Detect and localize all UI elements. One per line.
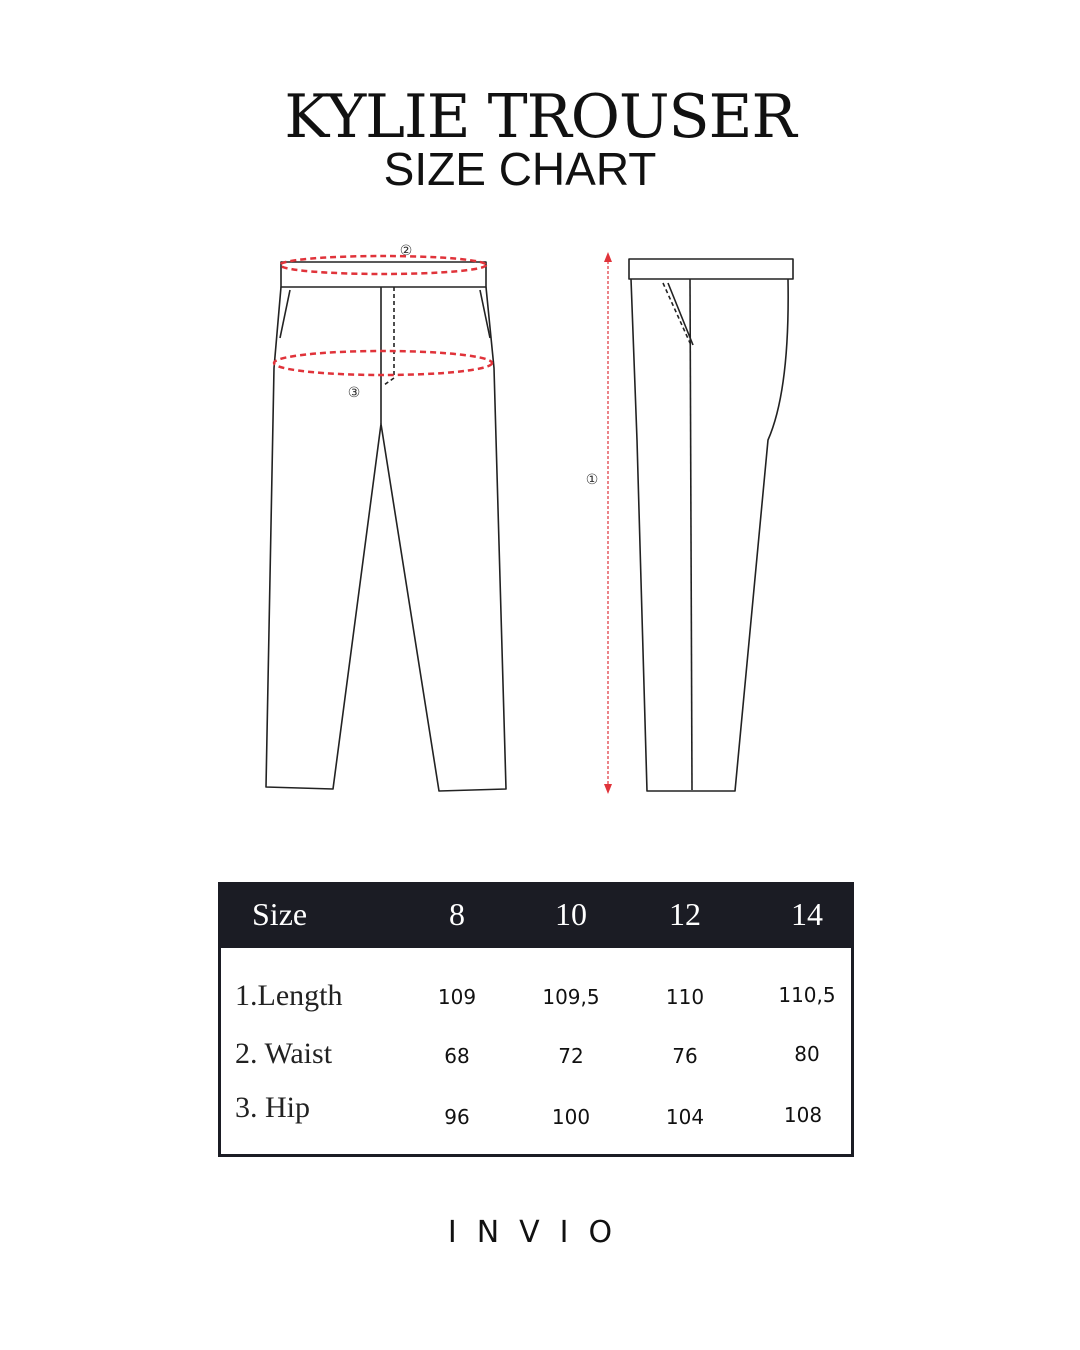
row-label-hip: 3. Hip [235, 1091, 310, 1124]
row-label-length: 1.Length [235, 979, 343, 1012]
side-pocket [668, 283, 693, 345]
size-header-8: 8 [449, 896, 465, 932]
cell-waist-8: 68 [444, 1044, 470, 1068]
row-label-waist: 2. Waist [235, 1037, 333, 1070]
fly-stitch [384, 287, 394, 385]
marker-2: ② [399, 243, 413, 259]
cell-length-12: 110 [665, 985, 705, 1009]
left-pocket [280, 290, 290, 338]
size-table-header [221, 882, 854, 948]
cell-hip-12: 104 [665, 1105, 705, 1129]
cell-length-8: 109 [437, 985, 477, 1009]
cell-length-10: 109,5 [542, 985, 600, 1009]
brand-logo: INVIO [447, 1215, 633, 1250]
cell-hip-8: 96 [444, 1105, 470, 1129]
size-header-12: 12 [669, 896, 701, 932]
cell-length-14: 110,5 [778, 983, 836, 1007]
cell-waist-12: 76 [672, 1044, 698, 1068]
page-subtitle: SIZE CHART [383, 143, 657, 195]
side-seam [690, 279, 692, 790]
side-pocket-stitch [663, 283, 690, 343]
marker-3: ③ [347, 385, 361, 401]
size-table [218, 882, 854, 1157]
side-leg-outline [631, 279, 788, 791]
front-trouser [266, 262, 506, 791]
cell-hip-14: 108 [783, 1103, 823, 1127]
cell-hip-10: 100 [551, 1105, 591, 1129]
side-waistband [629, 259, 793, 279]
size-header-10: 10 [555, 896, 587, 932]
cell-waist-10: 72 [558, 1044, 584, 1068]
front-leg-outline [266, 287, 506, 791]
length-arrow [604, 252, 612, 794]
size-header-label: Size [252, 896, 308, 932]
waist-measure-ellipse [280, 256, 486, 274]
size-header-14: 14 [791, 896, 823, 932]
hip-measure-ellipse [274, 351, 492, 375]
cell-waist-14: 80 [794, 1042, 820, 1066]
side-trouser [629, 259, 793, 791]
marker-1: ① [585, 472, 599, 488]
page-title: KYLIE TROUSER [284, 82, 796, 152]
